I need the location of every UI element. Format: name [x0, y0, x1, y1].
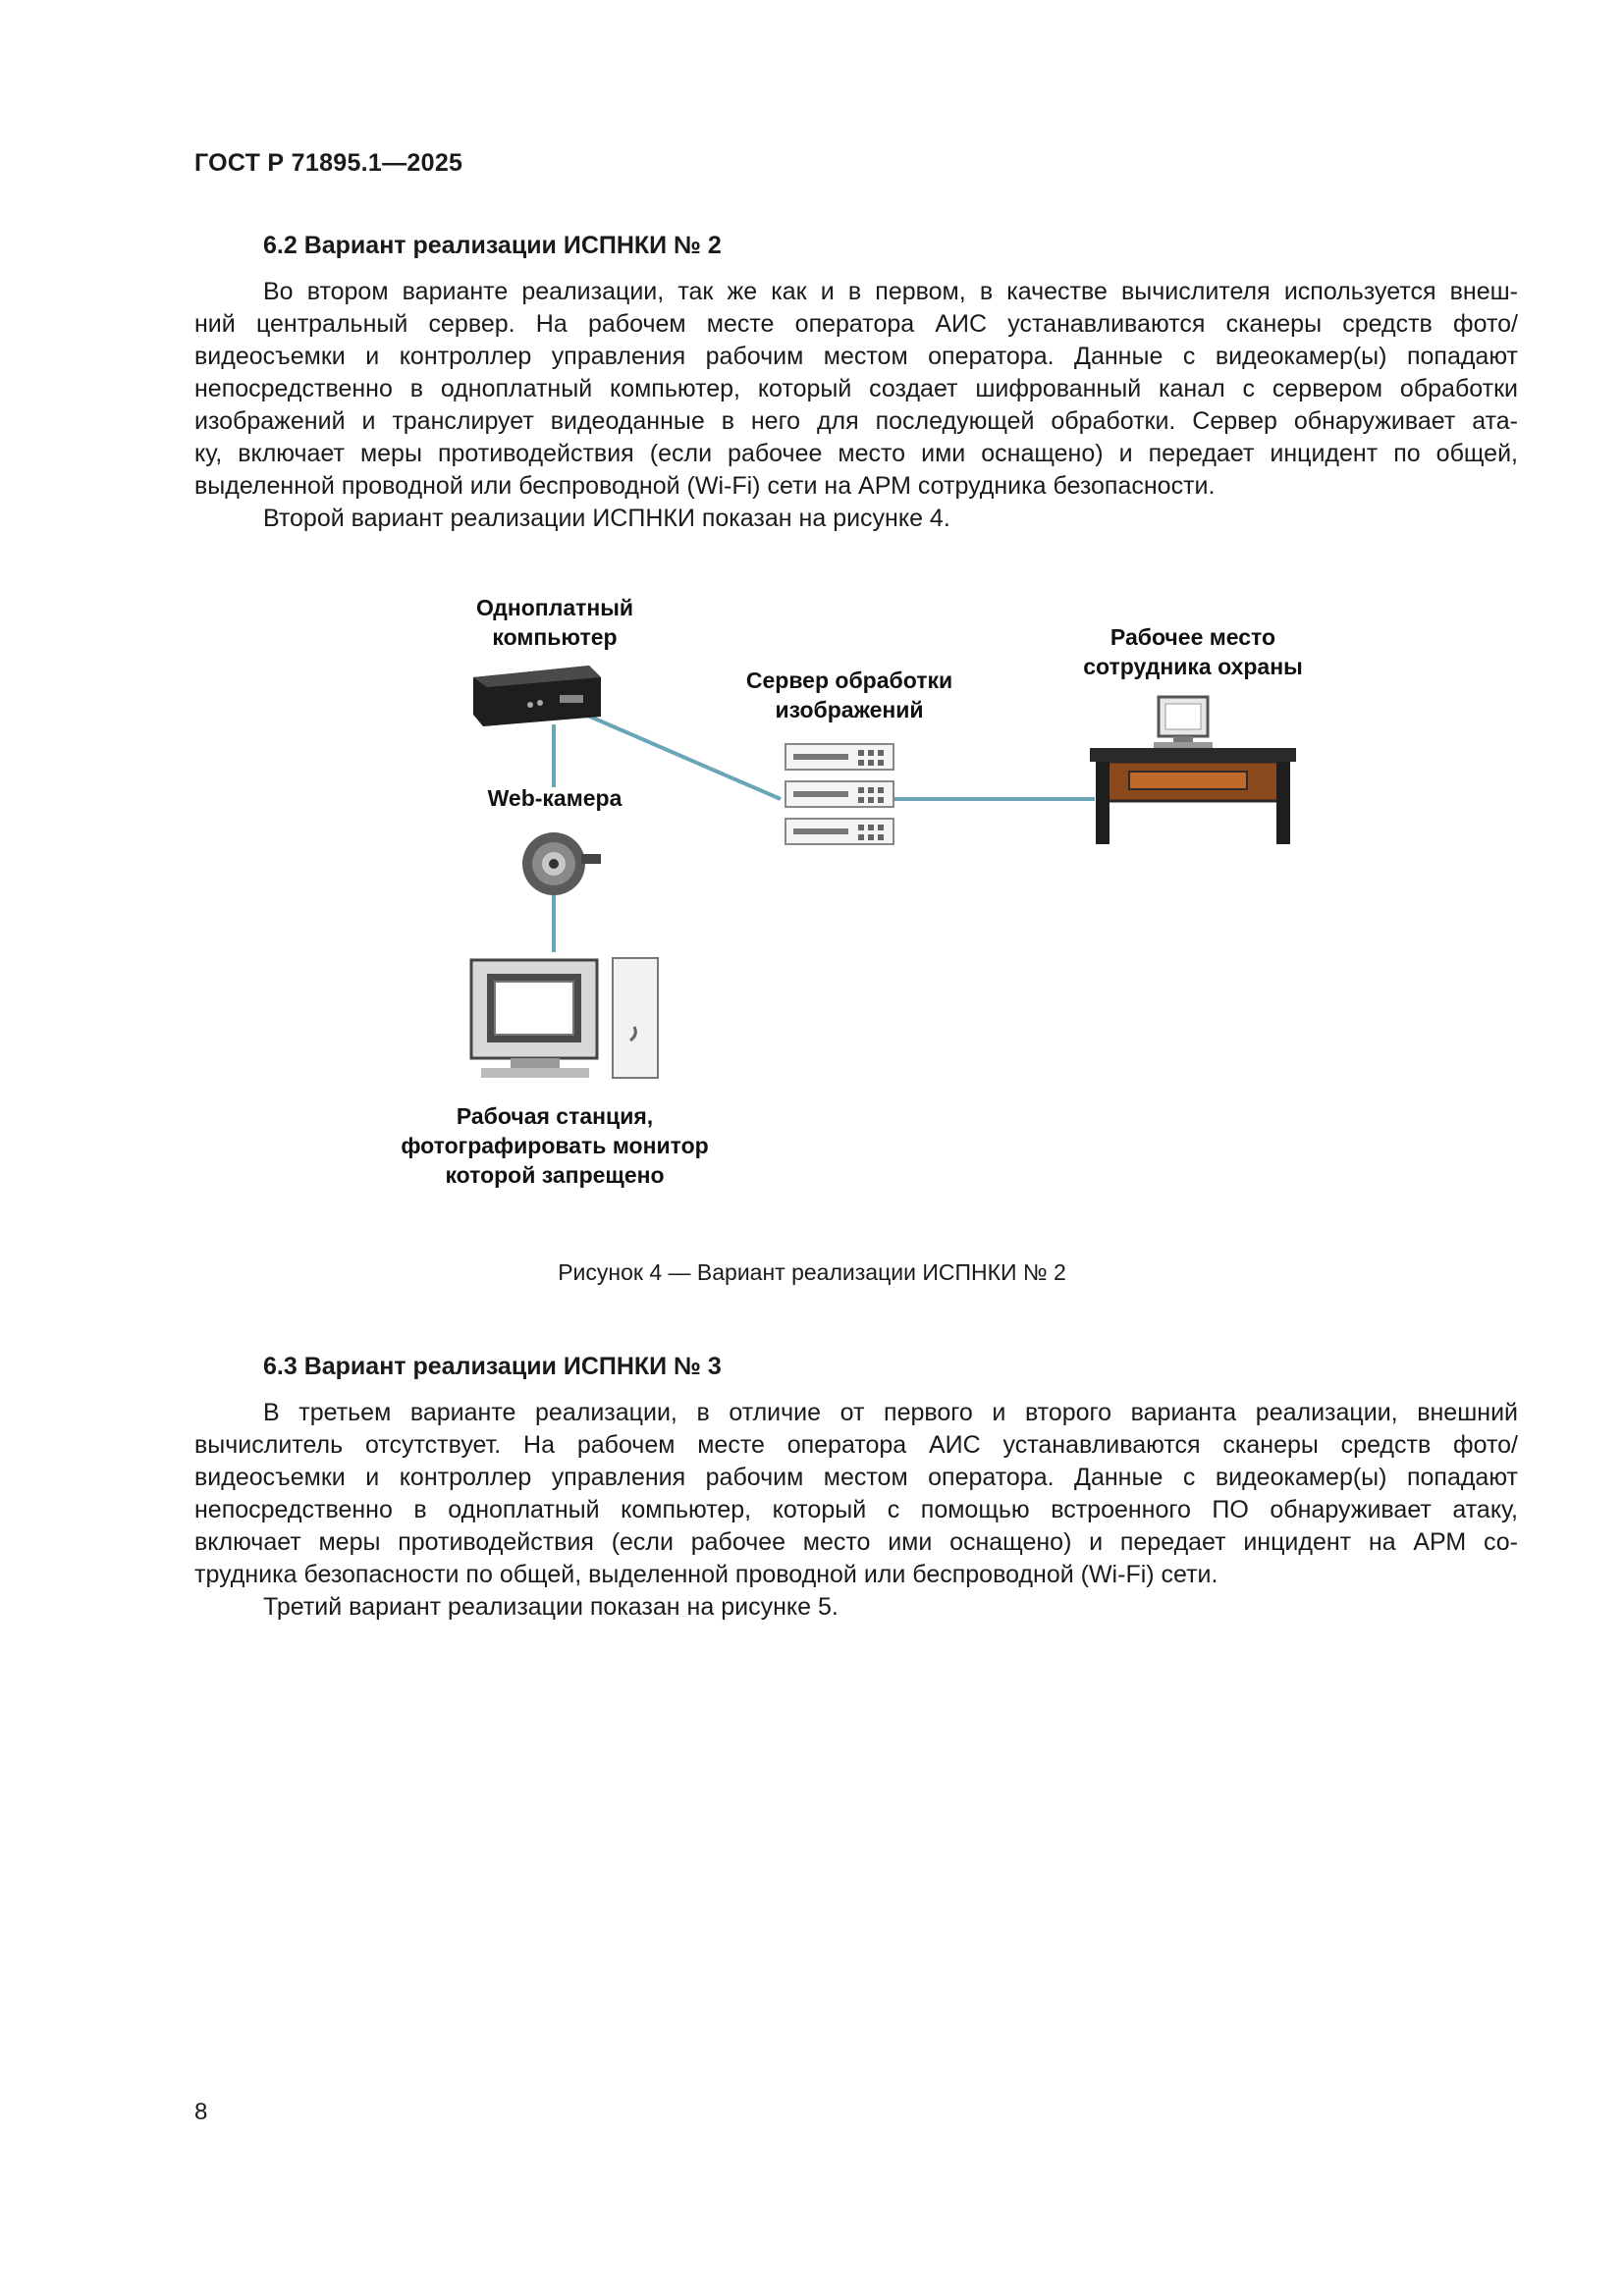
section-6-2-paragraph	[194, 276, 1518, 535]
image-server-icon	[785, 744, 893, 844]
paragraph-line: видеосъемки и контроллер управления рабочим местом оператора. Данные с видеокамер(ы) попадают	[194, 1464, 1518, 1491]
paragraph-line: непосредственно в одноплатный компьютер, который создает шифрованный канал с сервером обработки	[194, 375, 1518, 402]
label-line: которой запрещено	[445, 1162, 665, 1188]
label-image-server	[717, 666, 982, 724]
web-camera-icon	[522, 832, 601, 895]
figure-reference-line: Третий вариант реализации показан на рисунке 5.	[263, 1593, 839, 1621]
paragraph-line: ний центральный сервер. На рабочем месте оператора АИС устанавливаются сканеры средств фото/	[194, 310, 1518, 338]
section-6-2-heading: 6.2 Вариант реализации ИСПНКИ № 2	[263, 232, 722, 259]
figure-4-caption: Рисунок 4 — Вариант реализации ИСПНКИ № 2	[558, 1259, 1066, 1285]
page-number: 8	[194, 2099, 208, 2125]
label-web-camera: Web-камера	[487, 785, 623, 811]
label-line: Рабочая станция,	[456, 1103, 654, 1129]
figure-reference-line: Второй вариант реализации ИСПНКИ показан на рисунке 4.	[263, 505, 950, 532]
document-standard-header: ГОСТ Р 71895.1—2025	[194, 149, 463, 177]
section-6-3-heading: 6.3 Вариант реализации ИСПНКИ № 3	[263, 1353, 722, 1380]
paragraph-line: непосредственно в одноплатный компьютер, который с помощью встроенного ПО обнаруживает атаку,	[194, 1496, 1518, 1523]
single-board-computer-icon	[473, 666, 601, 726]
label-single-board-computer	[442, 593, 668, 652]
paragraph-line: включает меры противодействия (если рабочее место ими оснащено) и передает инцидент на АРМ со-	[194, 1528, 1518, 1556]
paragraph-line: ку, включает меры противодействия (если рабочее место ими оснащено) и передает инцидент по общей,	[194, 440, 1518, 467]
paragraph-line: Во втором варианте реализации, так же как и в первом, в качестве вычислителя используется внеш-	[263, 278, 1518, 305]
label-line: сотрудника охраны	[1083, 654, 1303, 679]
paragraph-line: В третьем варианте реализации, в отличие от первого и второго варианта реализации, внешний	[263, 1399, 1518, 1426]
workstation-icon	[471, 958, 658, 1078]
paragraph-line: вычислитель отсутствует. На рабочем месте оператора АИС устанавливаются сканеры средств фото/	[194, 1431, 1518, 1459]
label-line: компьютер	[492, 624, 618, 650]
paragraph-line: видеосъемки и контроллер управления рабочим местом оператора. Данные с видеокамер(ы) попадают	[194, 343, 1518, 370]
label-guard-workplace	[1070, 622, 1316, 681]
paragraph-line: трудника безопасности по общей, выделенной проводной или беспроводной (Wi-Fi) сети.	[194, 1561, 1218, 1588]
paragraph-line: выделенной проводной или беспроводной (Wi-Fi) сети на АРМ сотрудника безопасности.	[194, 472, 1216, 500]
paragraph-line: изображений и транслирует видеоданные в него для последующей обработки. Сервер обнаруживает ата-	[194, 407, 1518, 435]
label-line: Рабочее место	[1110, 624, 1276, 650]
label-line: Одноплатный	[475, 595, 634, 620]
label-line: Сервер обработки	[745, 667, 953, 693]
label-line: изображений	[775, 697, 924, 722]
guard-workplace-icon	[1090, 697, 1296, 844]
label-line: фотографировать монитор	[401, 1133, 709, 1158]
figure-4-diagram	[373, 579, 1335, 1207]
section-6-3-paragraph	[194, 1397, 1518, 1624]
label-workstation	[383, 1101, 727, 1190]
